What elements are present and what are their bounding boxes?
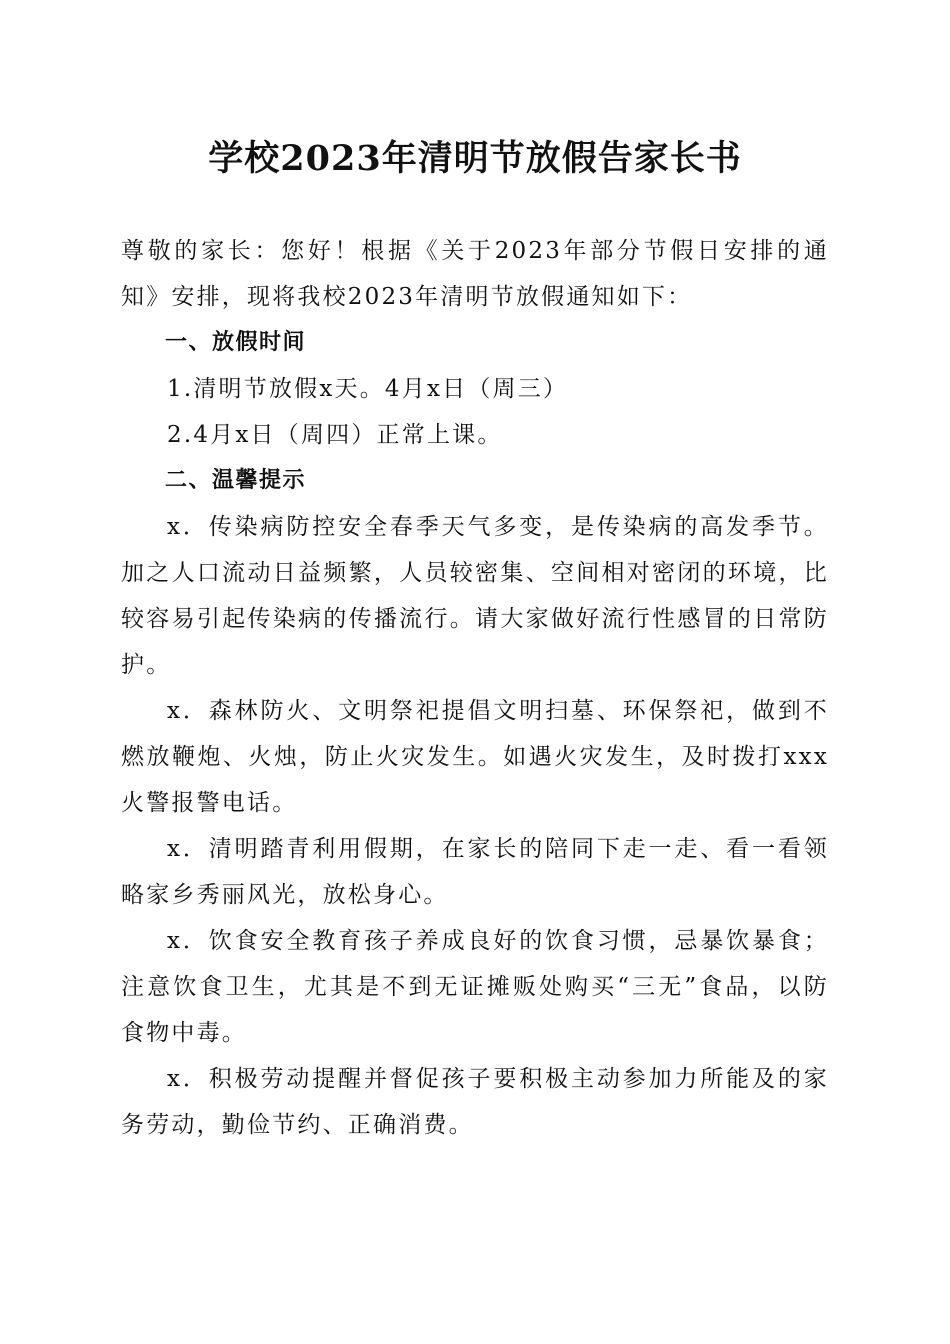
tip-paragraph-fire-prevention: x．森林防火、文明祭祀提倡文明扫墓、环保祭祀，做到不燃放鞭炮、火烛，防止火灾发生。如遇火灾发生，及时拨打xxx火警报警电话。 — [121, 698, 829, 816]
tip-paragraph-housework: x．积极劳动提醒并督促孩子要积极主动参加力所能及的家务劳动，勤俭节约、正确消费。 — [121, 1066, 829, 1138]
holiday-time-item: 1.清明节放假x天。4月x日（周三） — [167, 376, 569, 402]
tip-paragraph-outing: x．清明踏青利用假期，在家长的陪同下走一走、看一看领略家乡秀丽风光，放松身心。 — [121, 836, 829, 908]
tip-paragraph-disease-prevention: x．传染病防控安全春季天气多变，是传染病的高发季节。加之人口流动日益频繁，人员较密集、空间相对密闭的环境，比较容易引起传染病的传播流行。请大家做好流行性感冒的日常防护。 — [121, 514, 829, 678]
intro-paragraph: 尊敬的家长：您好！根据《关于2023年部分节假日安排的通知》安排，现将我校2023年清明节放假通知如下： — [121, 238, 829, 310]
tip-paragraph-food-safety: x．饮食安全教育孩子养成良好的饮食习惯，忌暴饮暴食；注意饮食卫生，尤其是不到无证摊贩处购买“三无”食品，以防食物中毒。 — [121, 928, 829, 1046]
holiday-time-item: 2.4月x日（周四）正常上课。 — [167, 422, 503, 448]
document-title: 学校2023年清明节放假告家长书 — [208, 138, 742, 179]
document-body — [121, 228, 829, 1148]
section-heading-tips: 二、温馨提示 — [165, 468, 307, 493]
section-heading-holiday-time: 一、放假时间 — [165, 330, 307, 355]
